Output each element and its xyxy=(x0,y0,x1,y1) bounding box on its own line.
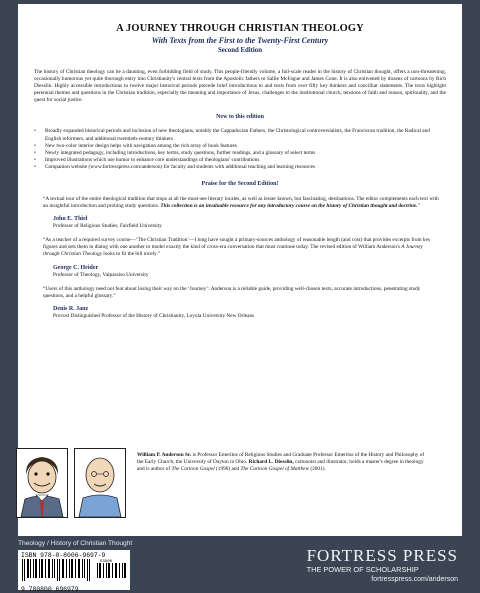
quote-author: John E. Thiel xyxy=(53,216,88,223)
category-label: Theology / History of Christian Thought xyxy=(18,540,133,547)
bald-man-icon xyxy=(75,449,125,517)
publisher-name: FORTRESS PRESS xyxy=(306,546,458,565)
list-item: • Improved illustrations which use humor to enhance core understandings of theologians' contributions xyxy=(34,156,260,163)
quote-author: Denis R. Janz xyxy=(53,305,89,312)
praise-quote: “Users of this anthology need not fear about losing their way on the ‘Journey’: Anderson is a reliable guide, providing well-chosen texts, accurate introductions, penetrating study questions, and a helpful glossary.” xyxy=(43,285,421,299)
quote-author: George C. Heider xyxy=(53,264,99,271)
new-edition-list xyxy=(34,128,446,171)
barcode-bars-icon xyxy=(21,559,127,581)
author-cartoon-portrait xyxy=(16,448,68,518)
price-code: 53900 xyxy=(100,560,113,565)
book-subtitle: With Texts from the First to the Twenty-First Century xyxy=(151,36,329,45)
quote-author-title: Provost Distinguished Professor of the History of Christianity, Loyola University New Orleans xyxy=(53,312,255,319)
list-item: • New two-color interior design helps with navigation among the rich array of book features xyxy=(34,142,237,149)
list-item: • Broadly expanded historical periods and inclusion of new theologians, notably the Cappadocian Fathers, the Christological controversialists, the Franciscan tradition, the Radical and English reformers, and additional twentieth-century thinkers xyxy=(34,128,430,142)
quote-author-title: Professor of Theology, Valparaiso University xyxy=(53,271,149,278)
isbn-text: ISBN 978-0-8006-9697-9 xyxy=(21,552,106,559)
edition-label: Second Edition xyxy=(217,47,262,54)
barcode-number: 9 780800 696979 xyxy=(21,586,79,593)
bio-paragraph: William P. Anderson Sr. is Professor Emeritus of Religious Studies and Graduate Professor Emeritus of the History and Philosophy of the Early Church, the University of Dayton in Ohio. Richard L. Diesslin, cartoonist and illustrator, holds a master's degree in theology and is author of The Cartoon Gospel (1990) and The Cartoon Gospel of Matthew (2001). xyxy=(137,452,425,472)
bullet-icon: • xyxy=(34,156,36,163)
praise-quote: “A textual tour of the entire theological tradition that stops at all the must-see literary locales, as well as lesser known, but fascinating, destinations. The editor complements each text with an insightful introduction and probing study questions. This collection is an invaluable resource for any introductory course on the history of Christian thought and doctrine.” xyxy=(43,196,439,210)
publisher-url: fortresspress.com/anderson xyxy=(371,576,458,583)
intro-paragraph: The history of Christian theology can be a daunting, even forbidding field of study. This people-friendly volume, a full-scale reader in the history of Christian thought, offers a non-threatening, occasionally humorous yet quite thorough entry into Christianity's central texts from the Apostolic fathers to Sallie McFague and James Cone. It is also enlivened by dozens of cartoons by Rich Diesslin. Highly accessible introductions to twelve major historical periods precede brief introductions to and texts from over fifty key thinkers and concilliar statements. The texts highlight perennial themes and questions in the Christian tradition, especially the meaning and importance of Jesus, challenges to the institutional church, tensions of faith and reason, spirituality, and the quest for social justice. xyxy=(34,69,446,104)
list-item: • Companion website (www.fortresspress.com/anderson) for faculty and students with additional teaching and learning resources xyxy=(34,163,316,170)
new-edition-heading: New to this edition xyxy=(216,114,264,121)
publisher-block xyxy=(307,547,458,585)
bullet-icon: • xyxy=(34,142,36,149)
author-bio-section xyxy=(16,448,428,524)
barcode xyxy=(18,550,130,593)
publisher-tagline: THE POWER OF SCHOLARSHIP xyxy=(306,565,419,574)
bullet-icon: • xyxy=(34,163,36,170)
book-title: A JOURNEY THROUGH CHRISTIAN THEOLOGY xyxy=(116,23,364,34)
list-item: • Newly integrated pedagogy, including introductions, key terms, study questions, further readings, and a glossary of select terms xyxy=(34,149,316,156)
praise-quote: “As a teacher of a required survey course—‘The Christian Tradition’—I long have sought a primary-sources anthology of reasonable length (and cost) that provides excerpts from key figures and sets them in dialog with one another to model exactly the kind of cross-era conversation that must continue today. The revised edition of William Anderson's A Journey through Christian Theology looks to fit the bill nicely.” xyxy=(43,237,431,258)
praise-heading: Praise for the Second Edition! xyxy=(201,181,279,188)
quote-author-title: Professor of Religious Studies, Fairfield University xyxy=(53,223,162,230)
bullet-icon: • xyxy=(34,149,36,156)
bullet-icon: • xyxy=(34,128,36,135)
man-with-tie-icon xyxy=(17,449,67,517)
illustrator-cartoon-portrait xyxy=(74,448,126,518)
